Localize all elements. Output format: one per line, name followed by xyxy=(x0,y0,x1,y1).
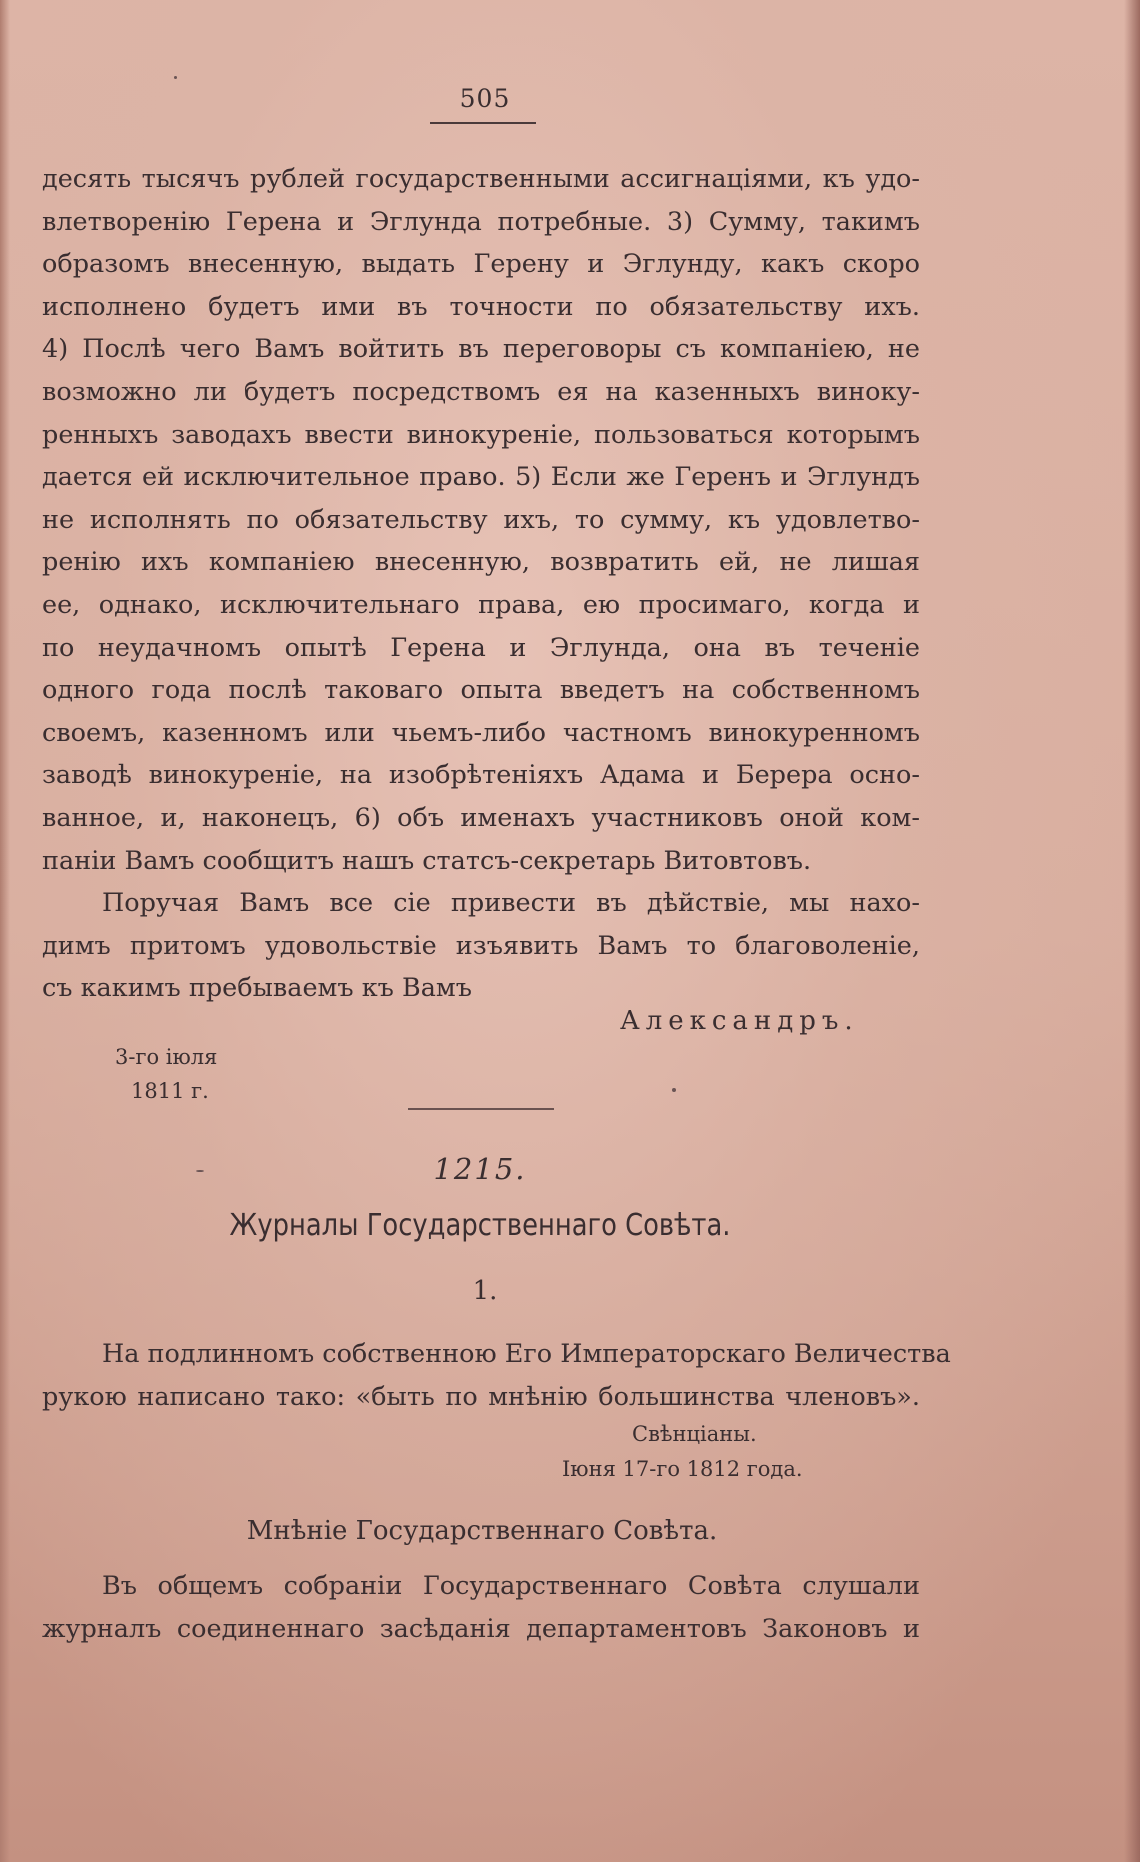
letter-line: заводѣ винокуреніе, на изобрѣтеніяхъ Адама и Берера осно- xyxy=(42,760,920,791)
letter-line: ванное, и, наконецъ, 6) объ именахъ участниковъ оной ком- xyxy=(42,802,920,833)
ink-speck xyxy=(196,1170,204,1172)
opinion-line: журналъ соединеннаго засѣданія департаментовъ Законовъ и xyxy=(42,1613,920,1644)
letter-line: своемъ, казенномъ или чьемъ-либо частномъ винокуренномъ xyxy=(42,717,920,748)
section-number: 1. xyxy=(472,1276,498,1306)
letter-line: ее, однако, исключительнаго права, ею просимаго, когда и xyxy=(42,589,920,620)
letter-line: влетворенію Герена и Эглунда потребные. 3) Сумму, такимъ xyxy=(42,206,920,237)
resolution-line: рукою написано тако: «быть по мнѣнію большинства членовъ». xyxy=(42,1381,920,1412)
signature: Александръ. xyxy=(620,1006,859,1036)
page-number-underline xyxy=(430,122,536,124)
letter-date xyxy=(115,1040,217,1108)
letter-line: десять тысячъ рублей государственными ассигнаціями, къ удо- xyxy=(42,164,920,194)
letter-line: образомъ внесенную, выдать Герену и Эглунду, какъ скоро xyxy=(42,249,920,280)
section-divider xyxy=(408,1108,554,1110)
letter-line: съ какимъ пребываемъ къ Вамъ xyxy=(42,973,472,1004)
letter-line: ренныхъ заводахъ ввести винокуреніе, пользоваться которымъ xyxy=(42,419,920,450)
page-number: 505 xyxy=(459,84,511,113)
letter-line: одного года послѣ таковаго опыта введетъ на собственномъ xyxy=(42,675,920,706)
letter-body xyxy=(42,158,920,1010)
letter-line: исполнено будетъ ими въ точности по обязательству ихъ. xyxy=(42,291,920,322)
document-number: 1215. xyxy=(433,1152,527,1186)
letter-line: димъ притомъ удовольствіе изъявить Вамъ то благоволеніе, xyxy=(42,930,920,961)
letter-line: ренію ихъ компаніею внесенную, возвратить ей, не лишая xyxy=(42,547,920,578)
place-name: Свѣнціаны. xyxy=(632,1422,757,1446)
document-title: Журналы Государственнаго Совѣта. xyxy=(229,1208,731,1243)
letter-date-year: 1811 г. xyxy=(131,1079,209,1103)
letter-line: возможно ли будетъ посредствомъ ея на казенныхъ виноку- xyxy=(42,376,920,407)
letter-line: паніи Вамъ сообщитъ нашъ статсъ-секретарь Витовтовъ. xyxy=(42,845,812,876)
ink-speck xyxy=(174,76,177,79)
opinion-line: Въ общемъ собраніи Государственнаго Совѣта слушали xyxy=(102,1571,920,1601)
letter-line: дается ей исключительное право. 5) Если же Геренъ и Эглундъ xyxy=(42,462,920,493)
letter-line: не исполнять по обязательству ихъ, то сумму, къ удовлетво- xyxy=(42,504,920,535)
page-right-edge xyxy=(1124,0,1140,1862)
resolution-line: На подлинномъ собственною Его Императорскаго Величества xyxy=(102,1339,951,1369)
letter-date-day: 3-го іюля xyxy=(115,1045,218,1069)
opinion-heading: Мнѣніе Государственнаго Совѣта. xyxy=(246,1516,718,1546)
ink-speck xyxy=(672,1088,676,1092)
letter-line: по неудачномъ опытѣ Герена и Эглунда, она въ теченіе xyxy=(42,632,920,663)
resolution-text xyxy=(42,1333,951,1418)
page-left-edge xyxy=(0,0,10,1862)
letter-line: Поручая Вамъ все сіе привести въ дѣйствіе, мы нахо- xyxy=(102,888,920,919)
place-date: Іюня 17-го 1812 года. xyxy=(562,1457,803,1481)
opinion-text xyxy=(42,1565,920,1650)
letter-line: 4) Послѣ чего Вамъ войтить въ переговоры съ компаніею, не xyxy=(42,334,920,365)
